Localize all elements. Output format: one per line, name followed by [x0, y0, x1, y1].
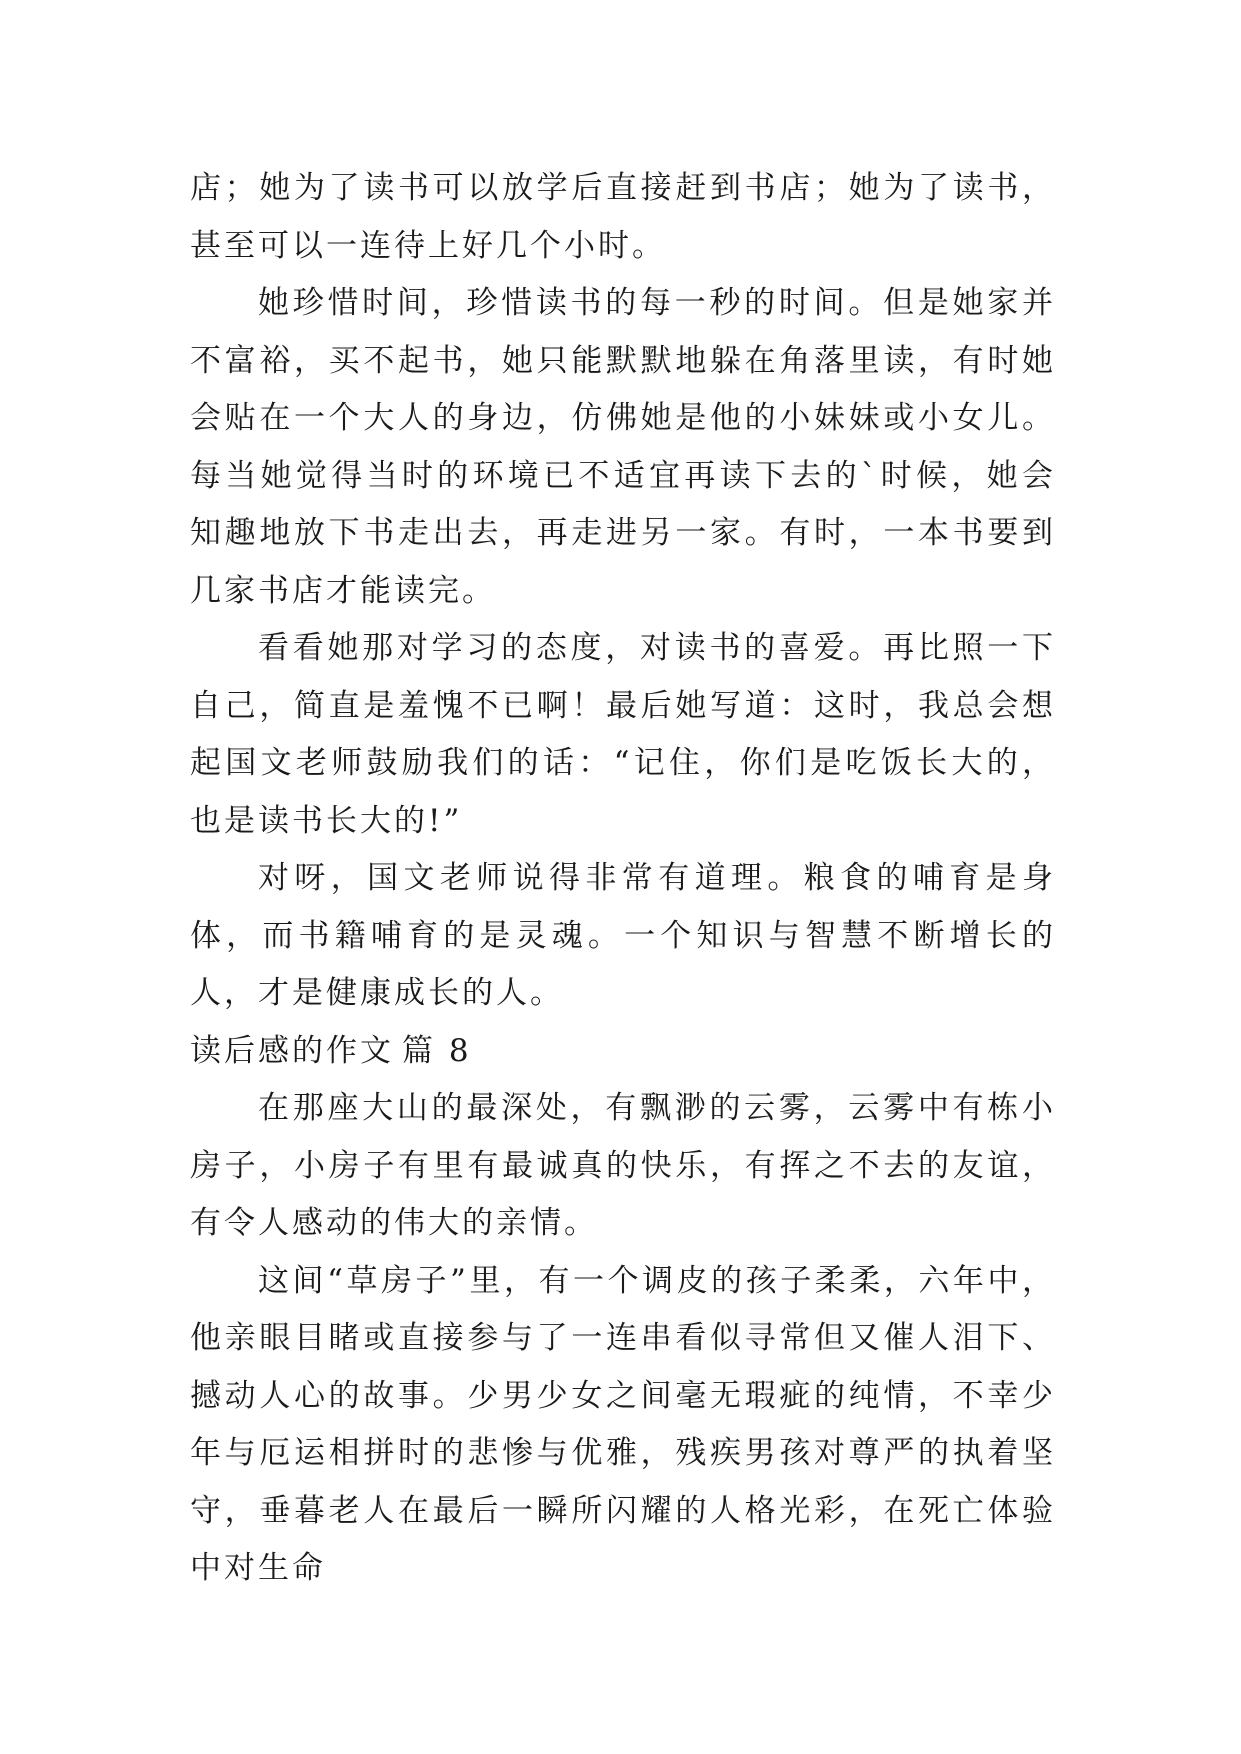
section-heading [190, 1023, 1056, 1081]
paragraph: 在那座大山的最深处，有飘渺的云雾，云雾中有栋小房子，小房子有里有最诚真的快乐，有挥之不去的友谊，有令人感动的伟大的亲情。 [190, 1090, 1056, 1241]
paragraph: 对呀，国文老师说得非常有道理。粮食的哺育是身体，而书籍哺育的是灵魂。一个知识与智慧不断增长的人，才是健康成长的人。 [190, 860, 1056, 1011]
section-heading-label: 篇 8 [402, 1032, 472, 1069]
paragraph-continued: 店；她为了读书可以放学后直接赶到书店；她为了读书，甚至可以一连待上好几个小时。 [190, 170, 1056, 264]
paragraph: 看看她那对学习的态度，对读书的喜爱。再比照一下自己，简直是羞愧不已啊！最后她写道：这时，我总会想起国文老师鼓励我们的话：“记住，你们是吃饭长大的，也是读书长大的!” [190, 630, 1056, 839]
section-heading-title: 读后感的作文 [190, 1032, 394, 1069]
paragraph: 她珍惜时间，珍惜读书的每一秒的时间。但是她家并不富裕，买不起书，她只能默默地躲在角落里读，有时她会贴在一个大人的身边，仿佛她是他的小妹妹或小女儿。每当她觉得当时的环境已不适宜再读下去的`时候，她会知趣地放下书走出去，再走进另一家。有时，一本书要到几家书店才能读完。 [190, 285, 1056, 609]
document-body [190, 160, 1056, 1598]
paragraph: 这间“草房子”里，有一个调皮的孩子柔柔，六年中，他亲眼目睹或直接参与了一连串看似寻常但又催人泪下、撼动人心的故事。少男少女之间毫无瑕疵的纯情，不幸少年与厄运相拼时的悲惨与优雅，残疾男孩对尊严的执着坚守，垂暮老人在最后一瞬所闪耀的人格光彩，在死亡体验中对生命 [190, 1262, 1056, 1586]
